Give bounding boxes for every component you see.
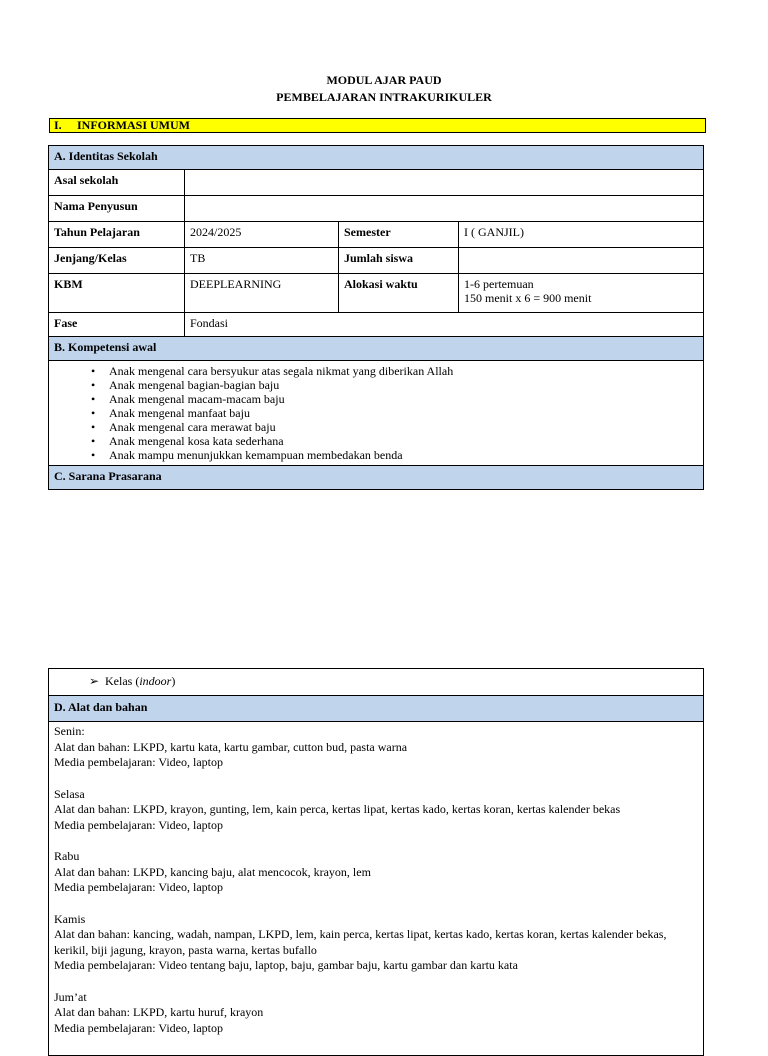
jenjang-kelas-label: Jenjang/Kelas — [49, 248, 185, 274]
section-informasi-umum — [49, 118, 706, 133]
day-media: Media pembelajaran: Video, laptop — [54, 817, 224, 832]
alat-header: D. Alat dan bahan — [49, 696, 704, 722]
list-item: • Anak mengenal kosa kata sederhana — [109, 434, 698, 448]
sarana-item-prefix: Kelas ( — [105, 674, 140, 688]
tahun-pelajaran-value: 2024/2025 — [185, 222, 339, 248]
identitas-header: A. Identitas Sekolah — [49, 146, 704, 170]
table-row — [49, 222, 704, 248]
day-block-jumat — [54, 990, 698, 1037]
sarana-header-row — [49, 466, 704, 490]
day-media: Media pembelajaran: Video, laptop — [54, 755, 224, 769]
day-block-senin — [54, 724, 698, 771]
day-name: Selasa — [54, 786, 85, 801]
sarana-item — [54, 674, 698, 688]
day-block-rabu — [54, 849, 698, 896]
list-item: • Anak mengenal manfaat baju — [109, 406, 698, 420]
table-row — [49, 361, 704, 466]
table-row — [49, 196, 704, 222]
kbm-label: KBM — [49, 274, 185, 313]
table-row — [49, 248, 704, 274]
day-alat: Alat dan bahan: LKPD, kancing baju, alat mencocok, krayon, lem — [54, 864, 371, 879]
day-name: Senin: — [54, 724, 85, 738]
alokasi-waktu-value — [459, 274, 704, 313]
arrow-bullet-icon: ➢ — [89, 674, 100, 688]
day-block-kamis — [54, 912, 698, 974]
document-subtitle: PEMBELAJARAN INTRAKURIKULER — [276, 90, 492, 104]
semester-value: I ( GANJIL) — [459, 222, 704, 248]
jumlah-siswa-value — [459, 248, 704, 274]
sarana-item-italic: indoor — [139, 674, 172, 688]
alat-header-row — [49, 696, 704, 722]
table-row — [49, 170, 704, 196]
list-item: • Anak mengenal cara merawat baju — [109, 420, 698, 434]
semester-label: Semester — [339, 222, 459, 248]
section-number: I. — [54, 118, 62, 132]
day-name: Rabu — [54, 849, 80, 863]
alat-content-cell — [49, 722, 704, 1056]
fase-label: Fase — [49, 313, 185, 337]
nama-penyusun-value — [185, 196, 704, 222]
alokasi-line-2: 150 menit x 6 = 900 menit — [464, 291, 592, 305]
list-item: • Anak mampu menunjukkan kemampuan membedakan benda — [109, 448, 698, 462]
page-2-region — [0, 668, 768, 1035]
tahun-pelajaran-label: Tahun Pelajaran — [49, 222, 185, 248]
fase-value: Fondasi — [185, 313, 704, 337]
day-alat: Alat dan bahan: LKPD, kartu kata, kartu gambar, cutton bud, pasta warna — [54, 739, 408, 754]
day-alat: Alat dan bahan: LKPD, krayon, gunting, lem, kain perca, kertas lipat, kertas kado, kertas koran, kertas kalender bekas — [54, 802, 621, 816]
section-label: INFORMASI UMUM — [77, 118, 190, 132]
list-item: • Anak mengenal bagian-bagian baju — [109, 378, 698, 392]
document-title: MODUL AJAR PAUD — [326, 73, 442, 87]
table-row — [49, 722, 704, 1056]
identitas-header-row — [49, 146, 704, 170]
asal-sekolah-value — [185, 170, 704, 196]
kompetensi-header-row — [49, 337, 704, 361]
day-alat: Alat dan bahan: LKPD, kartu huruf, krayon — [54, 1005, 264, 1019]
day-media: Media pembelajaran: Video, laptop — [54, 1020, 224, 1035]
sarana-alat-table — [48, 668, 704, 1056]
table-row — [49, 313, 704, 337]
nama-penyusun-label: Nama Penyusun — [49, 196, 185, 222]
alokasi-waktu-label: Alokasi waktu — [339, 274, 459, 313]
jumlah-siswa-label: Jumlah siswa — [339, 248, 459, 274]
table-row — [49, 274, 704, 313]
jenjang-kelas-value: TB — [185, 248, 339, 274]
kompetensi-list — [54, 364, 698, 462]
day-name: Kamis — [54, 911, 86, 926]
kbm-value: DEEPLEARNING — [185, 274, 339, 313]
day-block-selasa — [54, 787, 698, 834]
list-item: • Anak mengenal cara bersyukur atas segala nikmat yang diberikan Allah — [109, 364, 698, 378]
table-row — [49, 669, 704, 696]
asal-sekolah-label: Asal sekolah — [49, 170, 185, 196]
day-name: Jum’at — [54, 989, 87, 1004]
identitas-table — [48, 145, 704, 490]
day-media: Media pembelajaran: Video tentang baju, laptop, baju, gambar baju, kartu gambar dan kartu kata — [54, 958, 518, 972]
kompetensi-list-cell — [49, 361, 704, 466]
day-alat: Alat dan bahan: kancing, wadah, nampan, LKPD, lem, kain perca, kertas lipat, kertas kado, kertas koran, kertas kalender bekas, kerikil, biji jagung, krayon, pasta warna, kertas bufallo — [54, 927, 667, 957]
list-item: • Anak mengenal macam-macam baju — [109, 392, 698, 406]
day-media: Media pembelajaran: Video, laptop — [54, 880, 224, 894]
sarana-item-suffix: ) — [171, 674, 176, 688]
sarana-header: C. Sarana Prasarana — [49, 466, 704, 490]
alokasi-line-1: 1-6 pertemuan — [464, 277, 534, 291]
kompetensi-header: B. Kompetensi awal — [49, 337, 704, 361]
sarana-item-cell — [49, 669, 704, 696]
